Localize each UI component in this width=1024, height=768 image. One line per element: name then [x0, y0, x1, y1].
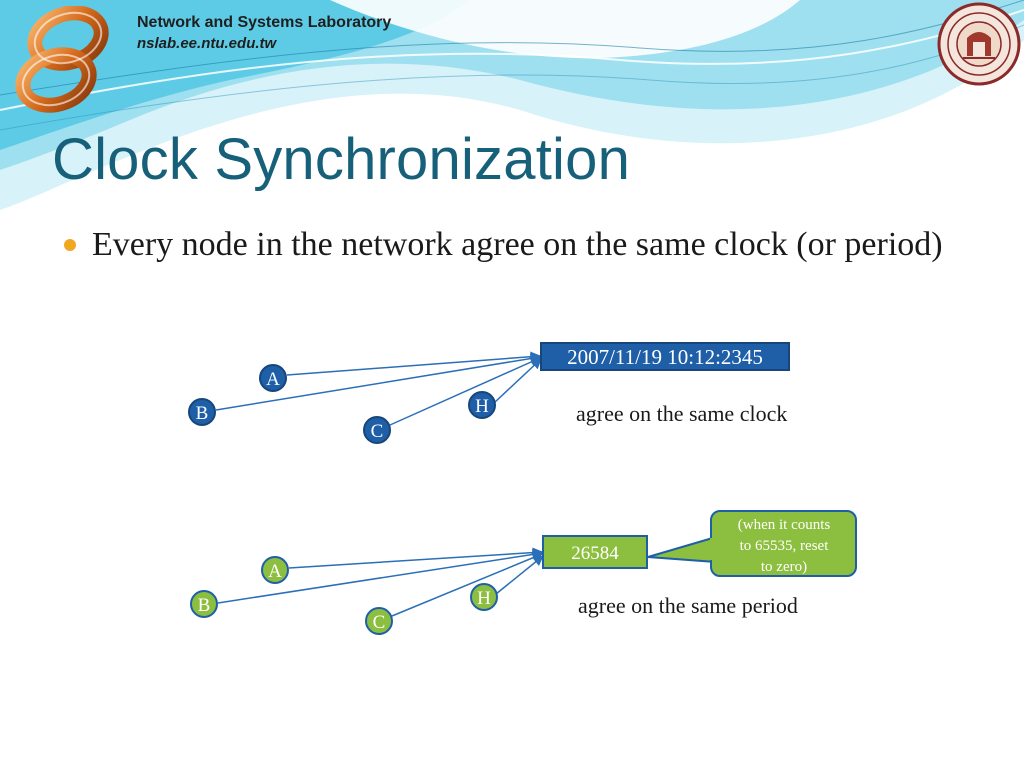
node-b-period	[191, 591, 217, 617]
node-b-label: B	[197, 595, 211, 616]
slide-title: Clock Synchronization	[52, 127, 631, 192]
node-h-label: H	[475, 396, 489, 417]
callout-pointer	[648, 537, 716, 562]
arrow-h-period	[496, 556, 543, 594]
period-diagram	[191, 511, 856, 634]
clock-value: 2007/11/19 10:12:2345	[567, 345, 763, 369]
arrow-c-clock	[390, 358, 540, 425]
arrow-h-clock	[494, 359, 541, 403]
arrow-a-period	[289, 552, 542, 568]
period-caption: agree on the same period	[578, 593, 798, 618]
node-b-label: B	[195, 403, 209, 424]
callout-line-3: to zero)	[760, 559, 808, 575]
node-b-clock	[189, 399, 215, 425]
node-c-label: C	[370, 421, 384, 442]
node-a-label: A	[266, 369, 280, 390]
lab-url: nslab.ee.ntu.edu.tw	[137, 35, 277, 52]
node-c-clock	[364, 417, 390, 443]
arrow-a-clock	[287, 356, 540, 375]
node-a-clock	[260, 365, 286, 391]
callout-line-2: to 65535, reset	[739, 538, 829, 554]
callout-seam	[710, 538, 716, 560]
clock-diagram	[189, 343, 789, 443]
node-a-label: A	[268, 561, 282, 582]
node-h-period	[471, 584, 497, 610]
arrow-c-period	[392, 554, 542, 616]
node-h-label: H	[477, 588, 491, 609]
lab-name: Network and Systems Laboratory	[137, 14, 392, 31]
node-h-clock	[469, 392, 495, 418]
node-c-period	[366, 608, 392, 634]
callout-line-1: (when it counts	[737, 517, 831, 533]
clock-caption: agree on the same clock	[576, 401, 788, 426]
node-c-label: C	[372, 612, 386, 633]
period-value: 26584	[571, 543, 619, 564]
bullet-text: Every node in the network agree on the same clock (or period)	[92, 226, 943, 263]
node-a-period	[262, 557, 288, 583]
